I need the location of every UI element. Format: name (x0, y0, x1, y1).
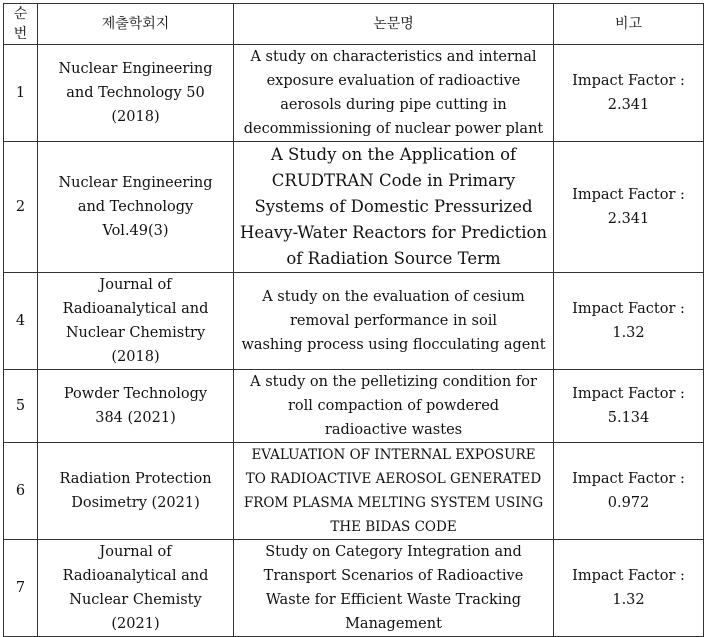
journal-line: and Technology (77, 199, 194, 215)
journal-cell (38, 443, 234, 540)
row-number: 2 (4, 142, 38, 273)
impact-factor-label: Impact Factor : (572, 187, 685, 203)
title-cell (234, 443, 554, 540)
journal-cell (38, 142, 234, 273)
title-line: CRUDTRAN Code in Primary (271, 171, 516, 190)
title-line: Management (345, 616, 442, 632)
journal-line: Radioanalytical and (62, 568, 209, 584)
journal-line: Journal of (99, 277, 172, 293)
title-cell (234, 45, 554, 142)
journal-line: Powder Technology (63, 386, 208, 402)
journal-cell (38, 540, 234, 637)
impact-factor-label: Impact Factor : (572, 568, 685, 584)
journal-line: and Technology 50 (66, 85, 205, 101)
journal-line: (2018) (111, 109, 160, 125)
journal-line: (2021) (111, 616, 160, 632)
title-line: A Study on the Application of (270, 145, 517, 164)
row-number: 1 (4, 45, 38, 142)
journal-line: Dosimetry (2021) (71, 495, 200, 511)
table-row (4, 273, 704, 370)
journal-line: Nuclear Engineering (58, 175, 213, 191)
title-line: radioactive wastes (324, 422, 463, 438)
title-line: washing process using flocculating agent (241, 337, 546, 353)
impact-factor-label: Impact Factor : (572, 73, 685, 89)
title-line: A study on characteristics and internal (250, 49, 537, 65)
header-remarks: 비고 (554, 4, 704, 45)
title-line: Heavy-Water Reactors for Prediction (239, 223, 548, 242)
header-title: 논문명 (234, 4, 554, 45)
title-line: A study on the evaluation of cesium (262, 289, 525, 305)
title-cell (234, 540, 554, 637)
title-cell (234, 370, 554, 443)
journal-line: Journal of (99, 544, 172, 560)
journal-line: Nuclear Engineering (58, 61, 213, 77)
table-row (4, 370, 704, 443)
table-row (4, 142, 704, 273)
row-number: 5 (4, 370, 38, 443)
impact-factor-label: Impact Factor : (572, 301, 685, 317)
title-line: FROM PLASMA MELTING SYSTEM USING (243, 495, 544, 511)
impact-factor-value: 1.32 (612, 592, 645, 608)
row-number: 7 (4, 540, 38, 637)
title-line: THE BIDAS CODE (330, 519, 457, 535)
journal-line: Nuclear Chemisty (69, 592, 202, 608)
header-no-line1: 순 (13, 6, 28, 22)
title-line: exposure evaluation of radioactive (266, 73, 521, 89)
title-line: aerosols during pipe cutting in (280, 97, 507, 113)
title-line: A study on the pelletizing condition for (250, 374, 537, 390)
impact-factor-value: 0.972 (607, 495, 650, 511)
header-no-line2: 번 (13, 26, 28, 42)
title-line: of Radiation Source Term (286, 249, 501, 268)
table-row (4, 443, 704, 540)
journal-cell (38, 370, 234, 443)
remark-cell (554, 273, 704, 370)
header-journal: 제출학회지 (38, 4, 234, 45)
title-line: decommissioning of nuclear power plant (243, 121, 544, 137)
row-number: 4 (4, 273, 38, 370)
impact-factor-label: Impact Factor : (572, 386, 685, 402)
remark-cell (554, 142, 704, 273)
journal-cell (38, 45, 234, 142)
impact-factor-value: 1.32 (612, 325, 645, 341)
remark-cell (554, 540, 704, 637)
title-cell (234, 273, 554, 370)
header-row (4, 4, 704, 45)
journal-cell (38, 273, 234, 370)
title-line: Study on Category Integration and (265, 544, 522, 560)
journal-line: Radioanalytical and (62, 301, 209, 317)
row-number: 6 (4, 443, 38, 540)
journal-line: Radiation Protection (59, 471, 212, 487)
title-line: EVALUATION OF INTERNAL EXPOSURE (251, 447, 536, 463)
title-line: Waste for Efficient Waste Tracking (265, 592, 522, 608)
journal-line: 384 (2021) (95, 410, 176, 426)
impact-factor-label: Impact Factor : (572, 471, 685, 487)
impact-factor-value: 5.134 (607, 410, 650, 426)
title-cell (234, 142, 554, 273)
remark-cell (554, 370, 704, 443)
journal-line: Nuclear Chemistry (65, 325, 206, 341)
remark-cell (554, 45, 704, 142)
journal-line: (2018) (111, 349, 160, 365)
papers-table (3, 3, 704, 637)
table-row (4, 540, 704, 637)
impact-factor-value: 2.341 (607, 97, 650, 113)
title-line: Transport Scenarios of Radioactive (263, 568, 524, 584)
title-line: TO RADIOACTIVE AEROSOL GENERATED (245, 471, 542, 487)
impact-factor-value: 2.341 (607, 211, 650, 227)
title-line: roll compaction of powdered (287, 398, 500, 414)
journal-line: Vol.49(3) (102, 223, 169, 239)
header-no (4, 4, 38, 45)
title-line: Systems of Domestic Pressurized (254, 197, 533, 216)
title-line: removal performance in soil (290, 313, 497, 329)
table-row (4, 45, 704, 142)
remark-cell (554, 443, 704, 540)
